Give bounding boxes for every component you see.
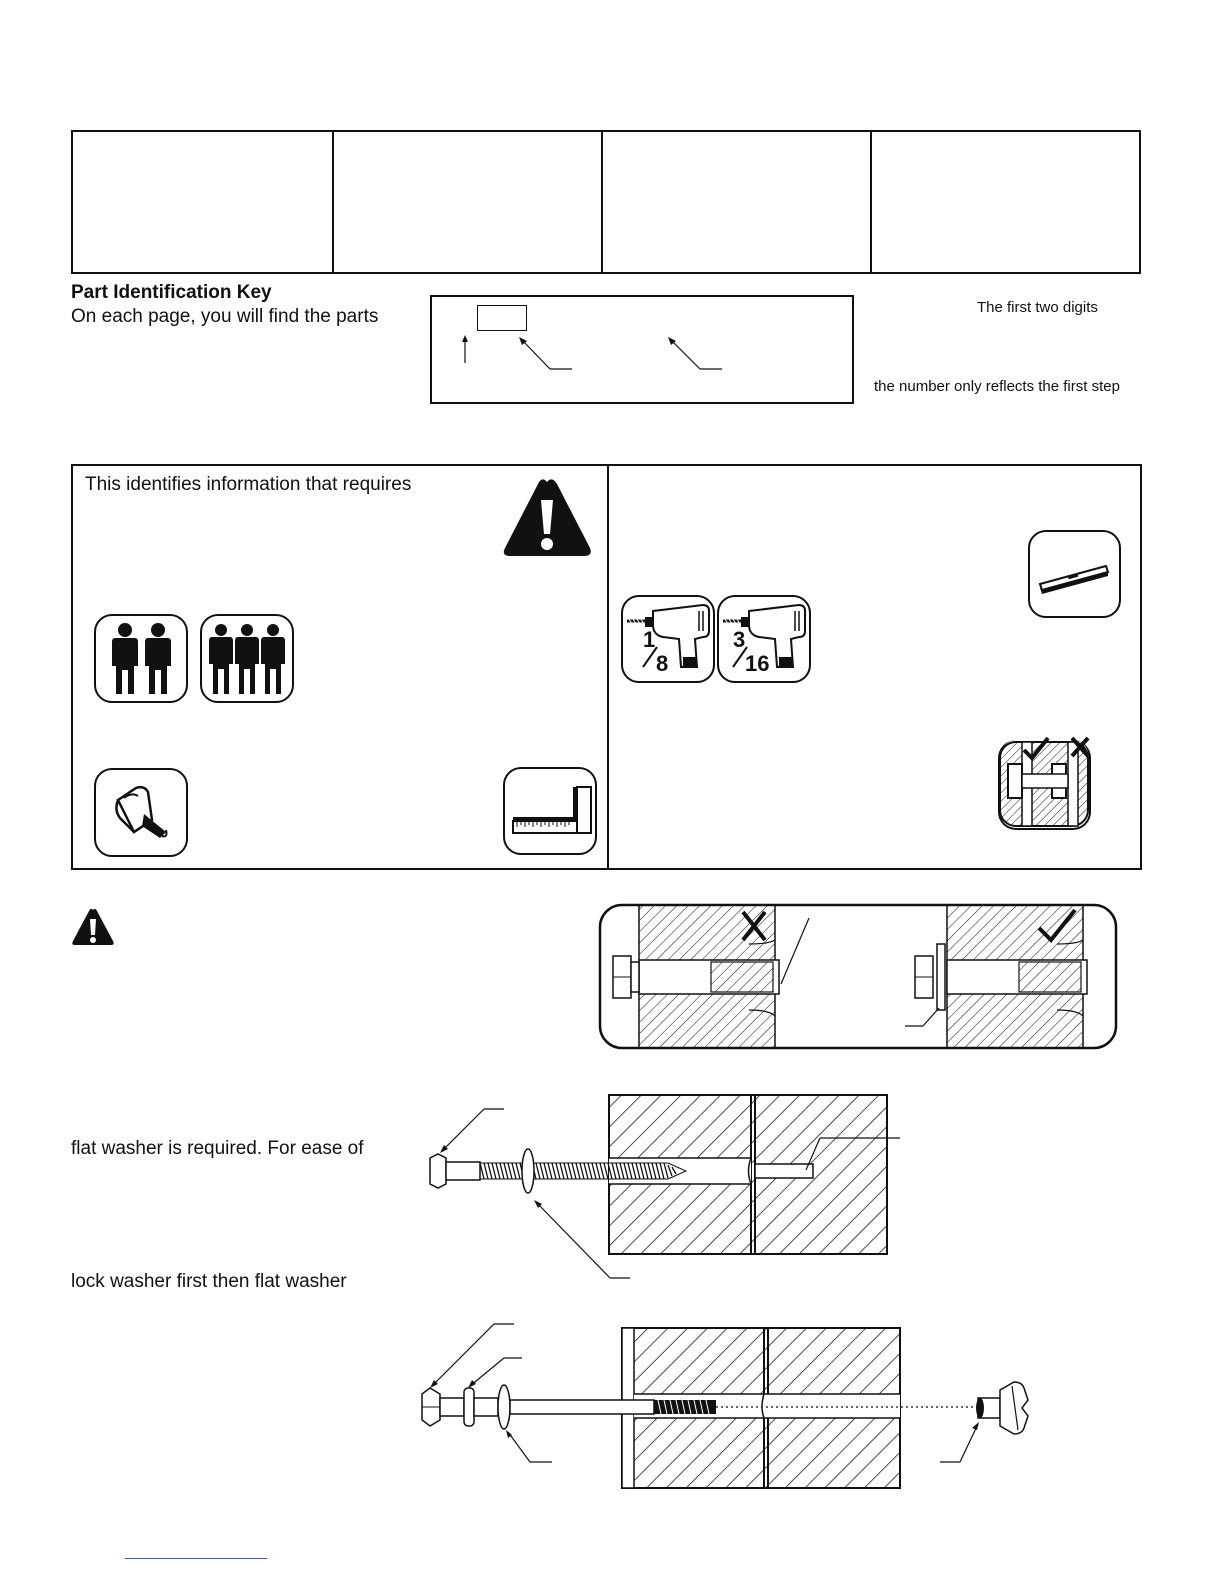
tape-measure-icon <box>94 768 188 857</box>
info-panel-divider <box>607 466 609 868</box>
info-panel-left-text: This identifies information that requires <box>85 474 412 495</box>
caution-icon <box>71 907 115 947</box>
drill-sixteenth-numerator: 3 <box>733 627 746 652</box>
lag-screw-diagram <box>424 1094 904 1294</box>
drill-eighth-numerator: 1 <box>643 627 656 652</box>
header-cell-3 <box>603 132 872 272</box>
drill-eighth-denominator: 8 <box>656 651 669 676</box>
washer-check-icon <box>998 740 1091 830</box>
footer-link-underline <box>125 1558 267 1559</box>
two-people-icon <box>94 614 188 703</box>
flat-washer-text: flat washer is required. For ease of <box>71 1138 364 1159</box>
warning-icon <box>500 476 594 560</box>
barrel-bolt-diagram <box>418 1320 1038 1496</box>
header-cell-1 <box>73 132 334 272</box>
header-cell-4 <box>872 132 1139 272</box>
level-icon <box>1028 530 1121 618</box>
drill-eighth-icon <box>621 595 715 683</box>
part-key-note-bottom: the number only reflects the first step <box>874 378 1120 395</box>
carpenter-square-icon <box>503 767 597 855</box>
drill-sixteenth-icon <box>717 595 811 683</box>
drill-sixteenth-denominator: 16 <box>745 651 770 676</box>
three-people-icon <box>200 614 294 703</box>
part-key-note-top: The first two digits <box>977 299 1098 316</box>
washer-comparison-diagram <box>599 904 1119 1050</box>
part-key-title: Part Identification Key <box>71 282 272 303</box>
header-cell-2 <box>334 132 603 272</box>
part-key-intro: On each page, you will find the parts <box>71 306 379 327</box>
lock-washer-text: lock washer first then flat washer <box>71 1271 347 1292</box>
header-table <box>71 130 1141 274</box>
part-key-diagram <box>430 295 854 404</box>
part-key-arrows <box>432 297 856 406</box>
